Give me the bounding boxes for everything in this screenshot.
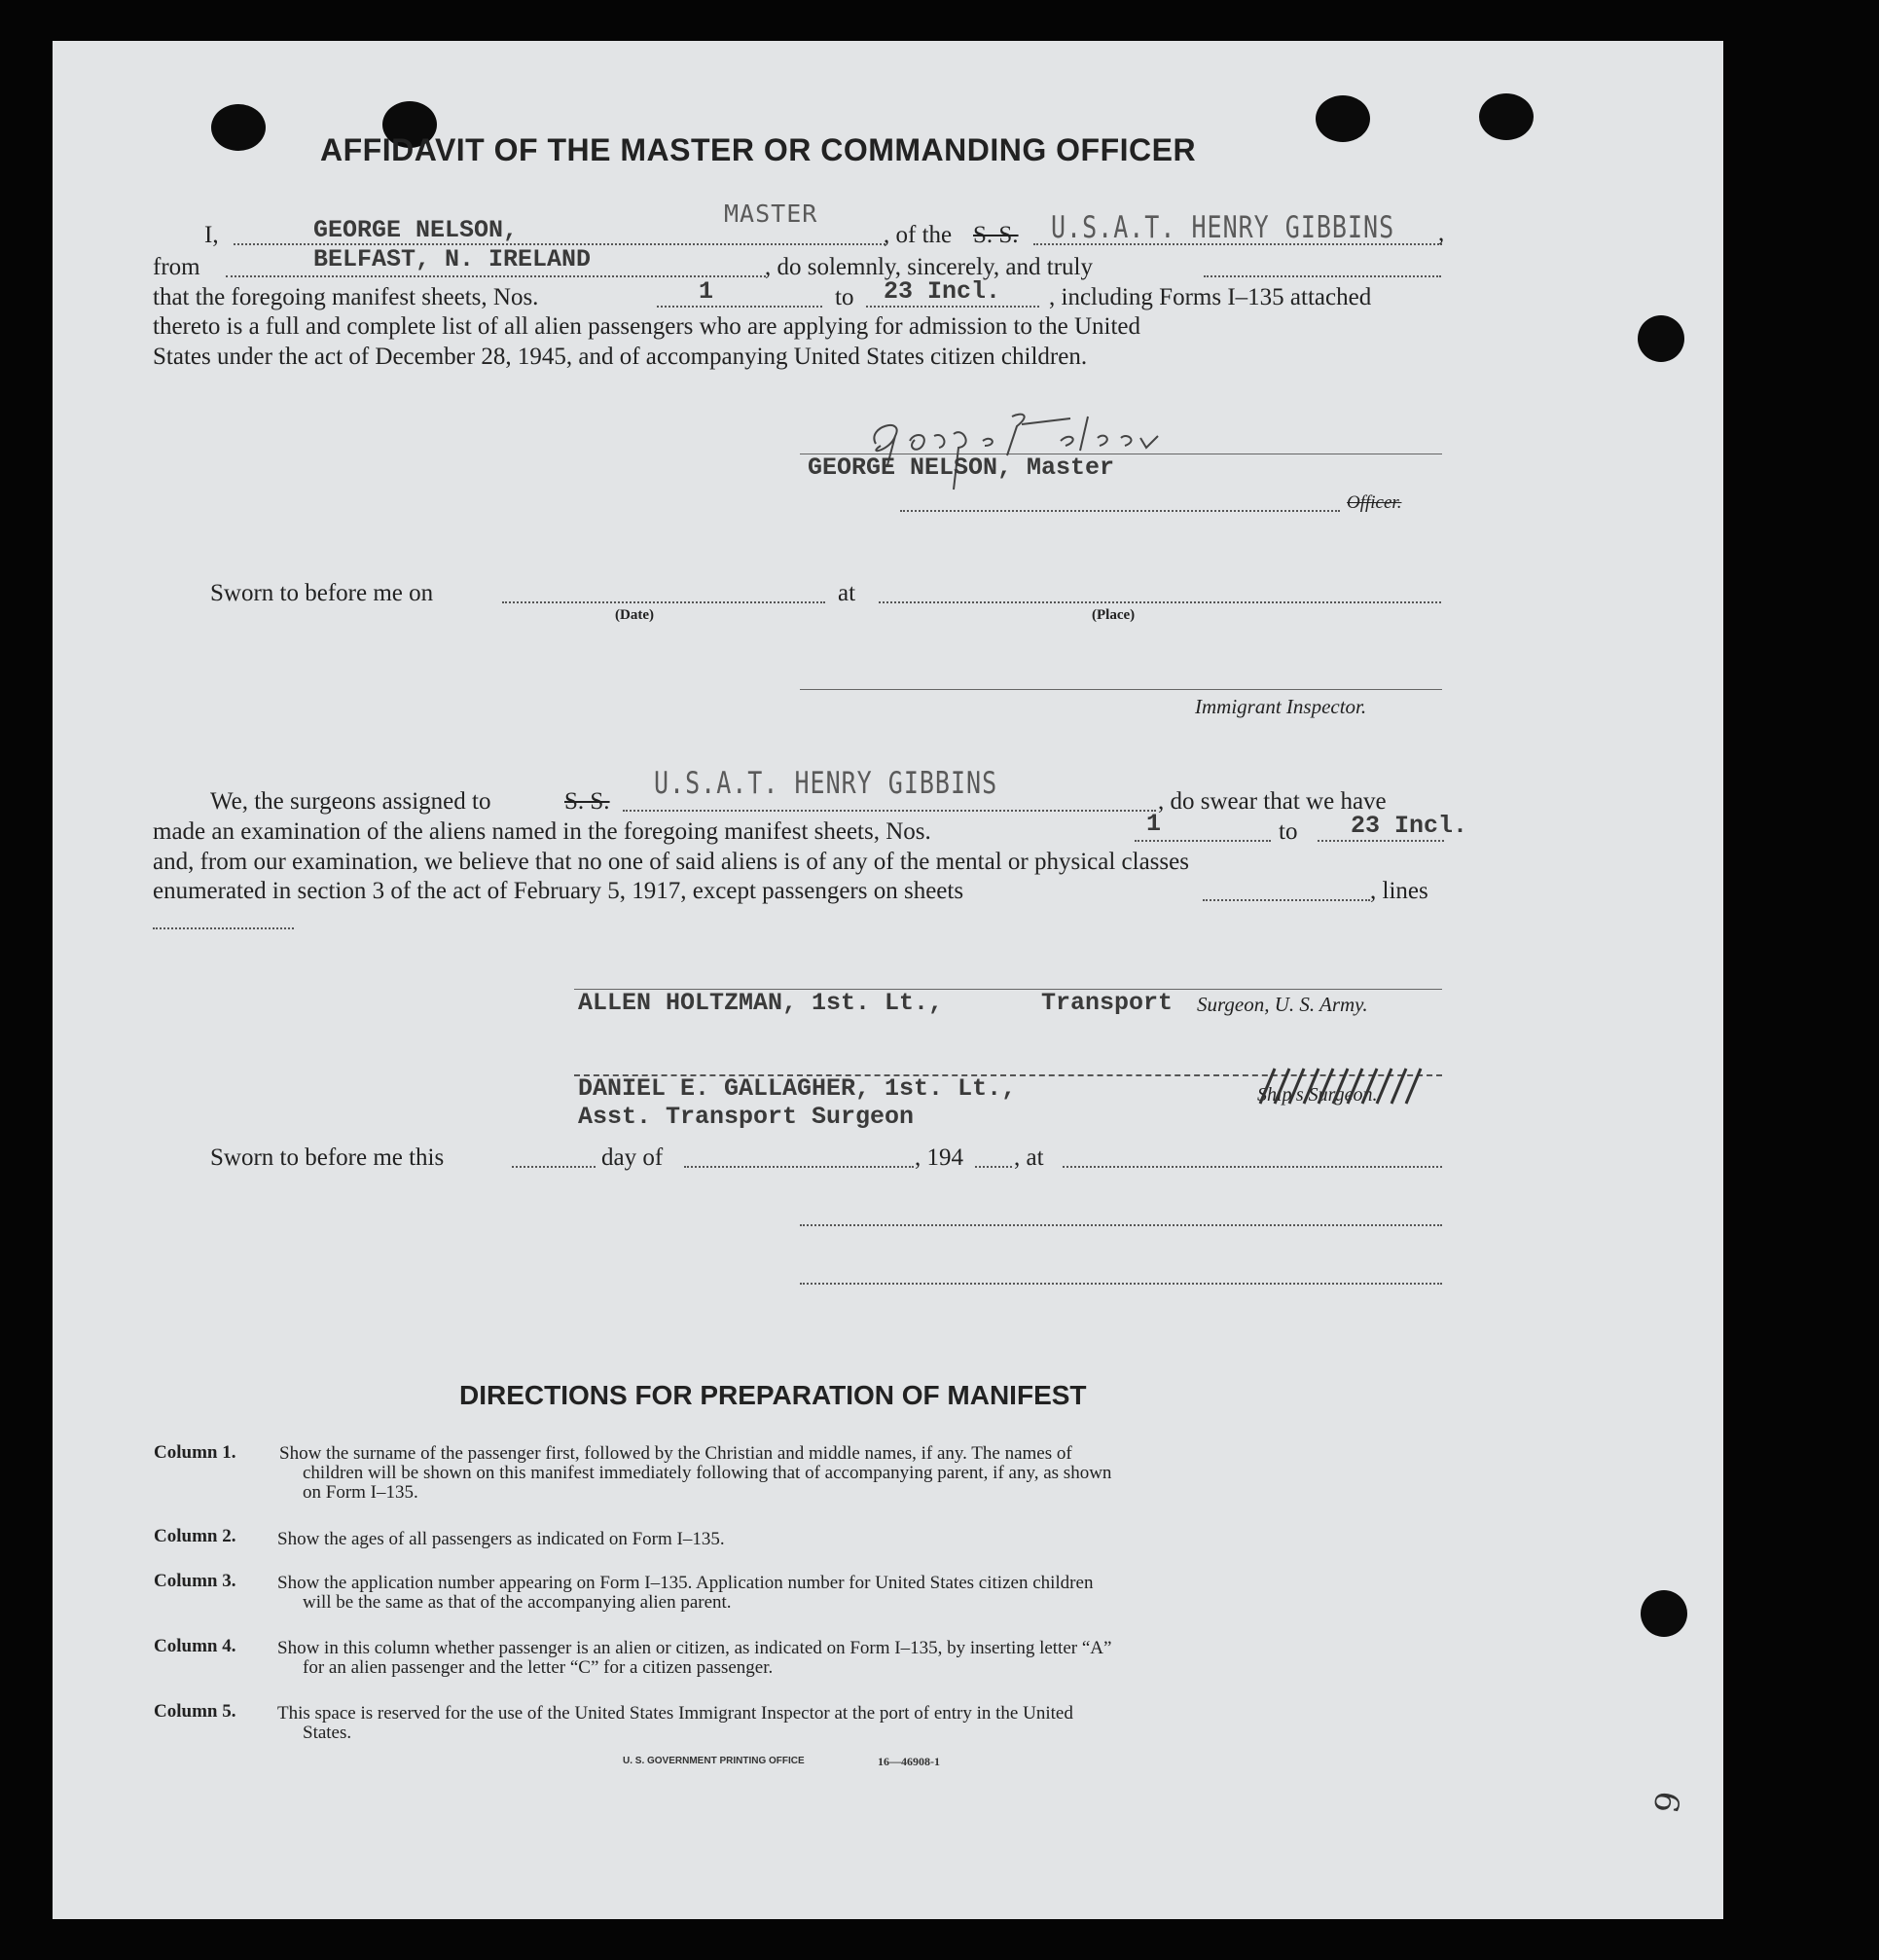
officer-struck: Officer. bbox=[1347, 492, 1402, 513]
surgeons-line1-text: We, the surgeons assigned to bbox=[210, 788, 491, 815]
lines-field-line bbox=[153, 927, 294, 929]
column-head: Column 3. bbox=[154, 1571, 236, 1591]
affidavit-line4: thereto is a full and complete list of all alien passengers who are applying for admission to the United bbox=[153, 313, 1141, 340]
at-place-field-line bbox=[1063, 1166, 1442, 1168]
affidavit-line5: States under the act of December 28, 1945, and of accompanying United States citizen children. bbox=[153, 344, 1088, 370]
at-label: at bbox=[838, 580, 856, 606]
punch-hole bbox=[1479, 93, 1534, 140]
master-title-stamp: MASTER bbox=[724, 200, 818, 228]
surgeons-line4-text: enumerated in section 3 of the act of February 5, 1917, except passengers on sheets bbox=[153, 878, 964, 904]
surgeons-ship-line bbox=[623, 810, 1156, 812]
column-text-line: Show the ages of all passengers as indicated on Form I–135. bbox=[277, 1529, 725, 1549]
column-head: Column 5. bbox=[154, 1701, 236, 1722]
surgeon2-name: DANIEL E. GALLAGHER, 1st. Lt., bbox=[578, 1074, 1017, 1103]
from-label: from bbox=[153, 254, 200, 280]
strike-marks bbox=[1255, 1067, 1430, 1106]
surgeon1-caption: Surgeon, U. S. Army. bbox=[1197, 993, 1368, 1016]
surgeon1-role: Transport bbox=[1041, 989, 1174, 1017]
ship-name-stamp: U.S.A.T. HENRY GIBBINS bbox=[1051, 209, 1395, 245]
surgeons-no-to-line bbox=[1318, 840, 1444, 842]
punch-hole bbox=[1638, 315, 1684, 362]
column-head: Column 4. bbox=[154, 1636, 236, 1656]
solemnly-field-line bbox=[1204, 275, 1441, 277]
officer-line bbox=[900, 510, 1340, 512]
surgeons-to-label: to bbox=[1279, 818, 1298, 845]
no-to-line bbox=[866, 306, 1039, 308]
lines-label: , lines bbox=[1370, 878, 1428, 904]
column-text-line: on Form I–135. bbox=[303, 1482, 418, 1503]
from-place: BELFAST, N. IRELAND bbox=[313, 245, 592, 273]
surgeons-no-from-line bbox=[1135, 840, 1271, 842]
sworn-this-label: Sworn to before me this bbox=[210, 1144, 445, 1171]
month-field-line bbox=[684, 1166, 914, 1168]
column-text-line: Show the surname of the passenger first, followed by the Christian and middle names, if any. The names of bbox=[279, 1443, 1072, 1464]
form-number: 16—46908-1 bbox=[878, 1755, 940, 1768]
punch-hole bbox=[1641, 1590, 1687, 1637]
solemnly-text: , do solemnly, sincerely, and truly bbox=[765, 254, 1093, 280]
surgeons-no-to: 23 Incl. bbox=[1351, 812, 1468, 840]
no-from-line bbox=[657, 306, 822, 308]
affidavit-title: AFFIDAVIT OF THE MASTER OR COMMANDING OFFICER bbox=[320, 132, 1197, 167]
column-head: Column 2. bbox=[154, 1526, 236, 1546]
sheets-field-line bbox=[1203, 899, 1370, 901]
inspector-signature-line bbox=[800, 689, 1442, 690]
date-field-line bbox=[502, 601, 825, 603]
column-text-line: Show in this column whether passenger is an alien or citizen, as indicated on Form I–135, by inserting letter “A” bbox=[277, 1638, 1112, 1658]
directions-title: DIRECTIONS FOR PREPARATION OF MANIFEST bbox=[459, 1380, 1087, 1410]
to-label: to bbox=[835, 284, 854, 310]
column-text-line: for an alien passenger and the letter “C” for a citizen passenger. bbox=[303, 1657, 774, 1678]
column-text-line: will be the same as that of the accompanying alien parent. bbox=[303, 1592, 732, 1613]
inspector-caption: Immigrant Inspector. bbox=[1195, 695, 1367, 718]
comma: , bbox=[1438, 220, 1445, 246]
column-head: Column 1. bbox=[154, 1442, 236, 1463]
page-mark: 9 bbox=[1647, 1788, 1690, 1817]
surgeons-ss-struck: S. S. bbox=[564, 788, 610, 815]
column-text-line: Show the application number appearing on Form I–135. Application number for United States citizen children bbox=[277, 1573, 1094, 1593]
printer-imprint: U. S. GOVERNMENT PRINTING OFFICE bbox=[623, 1756, 805, 1766]
surgeon1-name: ALLEN HOLTZMAN, 1st. Lt., bbox=[578, 989, 944, 1017]
swear-text: , do swear that we have bbox=[1158, 788, 1387, 815]
place-caption: (Place) bbox=[1092, 607, 1136, 623]
sheet-no-from: 1 bbox=[699, 277, 714, 306]
sworn2-signature-line-2 bbox=[800, 1283, 1442, 1285]
ss-struck-text: S. S. bbox=[973, 222, 1019, 248]
master-name: GEORGE NELSON, bbox=[313, 216, 519, 244]
surgeons-no-from: 1 bbox=[1146, 810, 1162, 838]
i-label: I, bbox=[204, 222, 219, 248]
column-text-line: children will be shown on this manifest immediately following that of accompanying parent, if any, as shown bbox=[303, 1463, 1112, 1483]
surgeons-ship-stamp: U.S.A.T. HENRY GIBBINS bbox=[654, 765, 998, 801]
sheet-no-to: 23 Incl. bbox=[884, 277, 1001, 306]
year-field-line bbox=[975, 1166, 1012, 1168]
year-label: , 194 bbox=[915, 1144, 963, 1171]
sworn2-signature-line-1 bbox=[800, 1224, 1442, 1226]
ships-surgeon-struck: Ship's Surgeon. bbox=[1257, 1084, 1378, 1106]
day-of-label: day of bbox=[601, 1144, 664, 1171]
surgeons-line2-text: made an examination of the aliens named in the foregoing manifest sheets, Nos. bbox=[153, 818, 931, 845]
including-forms-text: , including Forms I–135 attached bbox=[1049, 284, 1372, 310]
signature-printed-name: GEORGE NELSON, Master bbox=[808, 454, 1115, 482]
punch-hole bbox=[1316, 95, 1370, 142]
surgeon2-role: Asst. Transport Surgeon bbox=[578, 1103, 915, 1131]
date-caption: (Date) bbox=[615, 607, 654, 623]
from-field-line bbox=[226, 275, 766, 277]
surgeons-line3: and, from our examination, we believe that no one of said aliens is of any of the mental or physical classes bbox=[153, 849, 1189, 875]
at-place-label: , at bbox=[1014, 1144, 1044, 1171]
place-field-line bbox=[879, 601, 1441, 603]
column-text-line: This space is reserved for the use of the United States Immigrant Inspector at the port of entry in the United bbox=[277, 1703, 1073, 1724]
day-field-line bbox=[512, 1166, 596, 1168]
punch-hole bbox=[211, 104, 266, 151]
of-the-label: , of the bbox=[884, 222, 953, 248]
column-text-line: States. bbox=[303, 1723, 352, 1743]
sworn-on-label: Sworn to before me on bbox=[210, 580, 434, 606]
manifest-sheets-text: that the foregoing manifest sheets, Nos. bbox=[153, 284, 539, 310]
